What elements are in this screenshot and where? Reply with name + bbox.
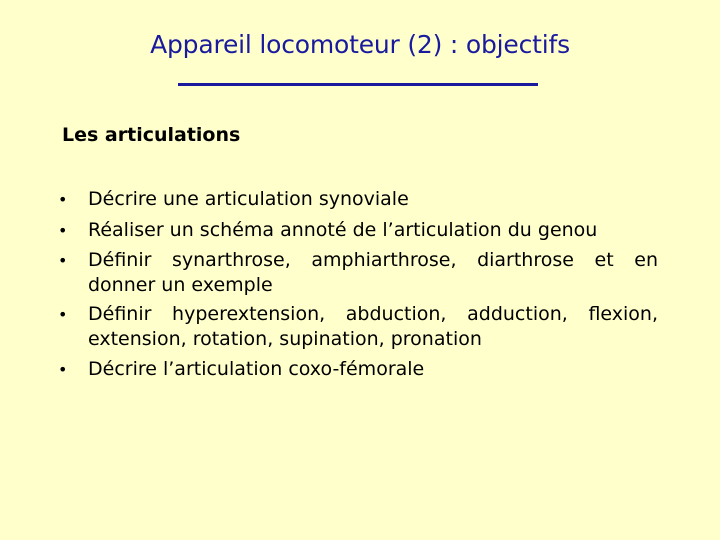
- list-item-text: Décrire une articulation synoviale: [88, 188, 409, 210]
- list-item-text: Décrire l’articulation coxo-fémorale: [88, 358, 425, 380]
- slide-title: Appareil locomoteur (2) : objectifs: [150, 30, 570, 59]
- list-item-text: Réaliser un schéma annoté de l’articulation du genou: [88, 219, 598, 241]
- bullet-icon: •: [58, 221, 68, 240]
- list-item: [58, 248, 658, 298]
- list-item: [58, 356, 658, 383]
- bullet-icon: •: [58, 305, 68, 324]
- bullet-icon: •: [58, 251, 68, 270]
- list-item: [58, 302, 658, 352]
- title-underline: [178, 83, 538, 86]
- section-heading: Les articulations: [62, 124, 241, 146]
- list-item-text: Définir hyperextension, abduction, adduction, flexion, extension, rotation, supination, pronation: [88, 303, 658, 350]
- list-item: [58, 217, 658, 244]
- list-item: [58, 186, 658, 213]
- list-item-text: Définir synarthrose, amphiarthrose, diarthrose et en donner un exemple: [88, 249, 658, 296]
- bullet-icon: •: [58, 360, 68, 379]
- objectives-list: [58, 186, 658, 387]
- bullet-icon: •: [58, 190, 68, 209]
